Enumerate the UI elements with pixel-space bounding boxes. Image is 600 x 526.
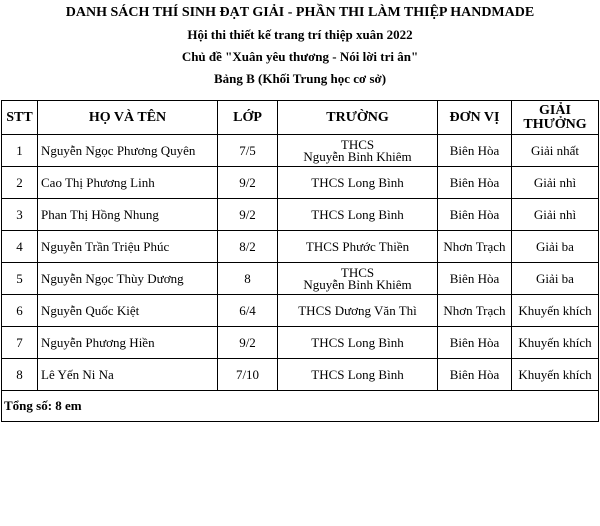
cell-stt: 2	[2, 167, 38, 199]
cell-award: Khuyến khích	[512, 327, 599, 359]
cell-name: Nguyễn Ngọc Phương Quyên	[38, 135, 218, 167]
cell-class: 9/2	[218, 167, 278, 199]
document-title: DANH SÁCH THÍ SINH ĐẠT GIẢI - PHẦN THI LÀM THIỆP HANDMADE	[65, 5, 535, 20]
total-count: Tổng số: 8 em	[2, 391, 599, 422]
cell-school: THCS Long Bình	[278, 167, 438, 199]
contest-name: Hội thi thiết kế trang trí thiệp xuân 2022	[187, 27, 413, 42]
cell-unit: Biên Hòa	[438, 327, 512, 359]
cell-school: THCS Long Bình	[278, 199, 438, 231]
cell-class: 7/5	[218, 135, 278, 167]
cell-school-line2: Nguyễn Bỉnh Khiêm	[303, 276, 412, 292]
contest-theme: Chủ đề "Xuân yêu thương - Nói lời tri ân"	[181, 49, 419, 64]
cell-award: Giải nhì	[512, 199, 599, 231]
cell-unit: Biên Hòa	[438, 135, 512, 167]
cell-name: Cao Thị Phương Linh	[38, 167, 218, 199]
cell-unit: Biên Hòa	[438, 199, 512, 231]
cell-unit: Biên Hòa	[438, 263, 512, 295]
cell-name: Nguyễn Ngọc Thùy Dương	[38, 263, 218, 295]
cell-class: 9/2	[218, 199, 278, 231]
cell-class: 9/2	[218, 327, 278, 359]
cell-name: Nguyễn Trần Triệu Phúc	[38, 231, 218, 263]
cell-stt: 6	[2, 295, 38, 327]
document-header	[0, 2, 600, 90]
col-header-award-line2: THƯỞNG	[523, 116, 587, 132]
cell-award: Giải ba	[512, 263, 599, 295]
cell-school-line2: Nguyễn Bỉnh Khiêm	[303, 148, 412, 164]
cell-school: THCS Long Bình	[278, 359, 438, 391]
total-row	[2, 391, 599, 422]
cell-school	[278, 263, 438, 295]
cell-class: 6/4	[218, 295, 278, 327]
cell-school-line1: THCS	[340, 136, 375, 152]
cell-stt: 1	[2, 135, 38, 167]
cell-award: Khuyến khích	[512, 359, 599, 391]
col-header-award	[512, 101, 599, 135]
cell-award: Giải nhì	[512, 167, 599, 199]
table-row	[2, 231, 599, 263]
cell-class: 8/2	[218, 231, 278, 263]
cell-school: THCS Phước Thiền	[278, 231, 438, 263]
cell-award: Giải ba	[512, 231, 599, 263]
cell-unit: Nhơn Trạch	[438, 295, 512, 327]
col-header-class: LỚP	[218, 101, 278, 135]
cell-stt: 8	[2, 359, 38, 391]
cell-stt: 5	[2, 263, 38, 295]
cell-unit: Nhơn Trạch	[438, 231, 512, 263]
cell-stt: 3	[2, 199, 38, 231]
contest-division: Bảng B (Khối Trung học cơ sở)	[213, 71, 387, 86]
cell-name: Phan Thị Hồng Nhung	[38, 199, 218, 231]
cell-school-line1: THCS	[340, 264, 375, 280]
table-row	[2, 199, 599, 231]
cell-stt: 4	[2, 231, 38, 263]
col-header-award-line1: GIẢI	[539, 102, 571, 118]
table-row	[2, 327, 599, 359]
cell-name: Nguyễn Phương Hiền	[38, 327, 218, 359]
cell-school: THCS Long Bình	[278, 327, 438, 359]
table-header-row	[2, 101, 599, 135]
cell-award: Giải nhất	[512, 135, 599, 167]
cell-stt: 7	[2, 327, 38, 359]
cell-name: Lê Yến Ni Na	[38, 359, 218, 391]
cell-school: THCS Dương Văn Thì	[278, 295, 438, 327]
table-row	[2, 167, 599, 199]
cell-class: 7/10	[218, 359, 278, 391]
table-row	[2, 263, 599, 295]
col-header-school: TRƯỜNG	[278, 101, 438, 135]
cell-school	[278, 135, 438, 167]
col-header-stt: STT	[2, 101, 38, 135]
cell-unit: Biên Hòa	[438, 167, 512, 199]
winners-table	[1, 100, 599, 422]
table-row	[2, 135, 599, 167]
cell-award: Khuyến khích	[512, 295, 599, 327]
cell-class: 8	[218, 263, 278, 295]
table-row	[2, 295, 599, 327]
table-row	[2, 359, 599, 391]
cell-name: Nguyễn Quốc Kiệt	[38, 295, 218, 327]
cell-unit: Biên Hòa	[438, 359, 512, 391]
col-header-unit: ĐƠN VỊ	[438, 101, 512, 135]
col-header-name: HỌ VÀ TÊN	[38, 101, 218, 135]
